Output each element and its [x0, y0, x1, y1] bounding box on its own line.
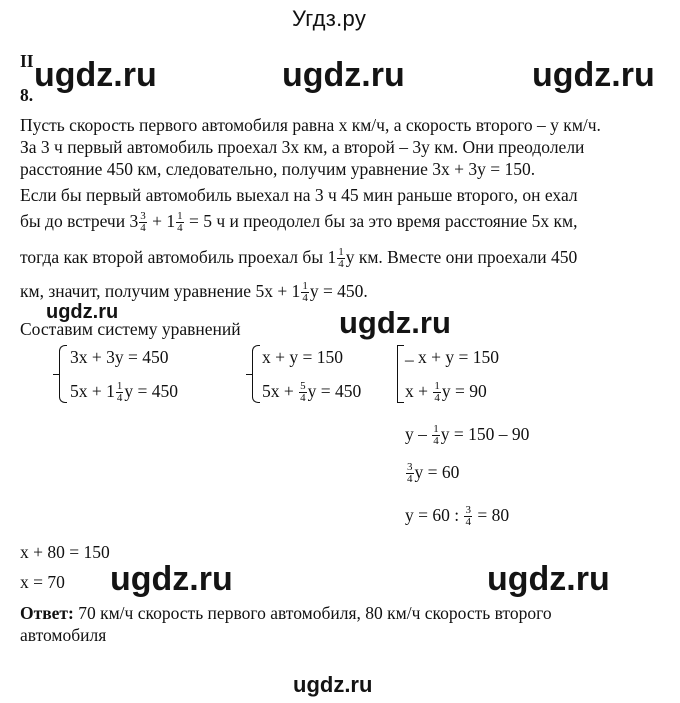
watermark: ugdz.ru	[110, 560, 233, 598]
variant-label: II	[20, 51, 34, 71]
fraction-one-quarter: $\frac{1}{4}$	[177, 210, 183, 235]
system-bracket	[397, 345, 404, 403]
paragraph2-line4: км, значит, получим уравнение 5x + 1 $\frac{1}{4}$ y = 450.	[20, 280, 368, 305]
fraction-one-quarter: $\frac{1}{4}$	[116, 380, 123, 405]
watermark: ugdz.ru	[532, 56, 655, 94]
system2-eq1: x + y = 150	[262, 347, 343, 367]
step2: $\frac{3}{4}$ y = 60	[407, 461, 460, 486]
answer-label: Ответ:	[20, 603, 74, 623]
paragraph2-line2: бы до встречи 3 $\frac{3}{4}$ + 1 $\frac{1}{4}$ = 5 ч и преодолел бы за это время расстояние 5x км,	[20, 210, 578, 235]
system2-eq2: 5x + $\frac{5}{4}$ y = 450	[262, 380, 362, 405]
fraction-three-quarters: $\frac{3}{4}$	[140, 210, 146, 235]
system1-eq1: 3x + 3y = 450	[70, 347, 169, 367]
system1-eq2: 5x + 1 $\frac{1}{4}$ y = 450	[70, 380, 178, 405]
system3-eq2: x + $\frac{1}{4}$ y = 90	[405, 380, 487, 405]
watermark: ugdz.ru	[282, 56, 405, 94]
minus-sign: _	[405, 343, 414, 363]
step3: y = 60 : $\frac{3}{4}$ = 80	[405, 504, 510, 529]
solution-line1: x + 80 = 150	[20, 542, 110, 562]
paragraph1-line3: расстояние 450 км, следовательно, получим уравнение 3x + 3y = 150.	[20, 159, 536, 179]
watermark: ugdz.ru	[46, 301, 119, 323]
watermark: ugdz.ru	[339, 305, 451, 340]
fraction-three-quarters: $\frac{3}{4}$	[407, 461, 413, 486]
footer-watermark: ugdz.ru	[293, 672, 373, 697]
fraction-five-quarters: $\frac{5}{4}$	[300, 380, 306, 405]
paragraph1-line2: За 3 ч первый автомобиль проехал 3x км, а второй – 3y км. Они преодолели	[20, 137, 585, 157]
watermark: ugdz.ru	[487, 560, 610, 598]
paragraph2-line3: тогда как второй автомобиль проехал бы 1 $\frac{1}{4}$ y км. Вместе они проехали 450	[20, 246, 578, 271]
paragraph2-line1: Если бы первый автомобиль выехал на 3 ч 45 мин раньше второго, он ехал	[20, 185, 578, 205]
task-number: 8.	[20, 85, 34, 105]
fraction-one-quarter: $\frac{1}{4}$	[338, 246, 344, 271]
paragraph1-line1: Пусть скорость первого автомобиля равна x км/ч, а скорость второго – y км/ч.	[20, 115, 601, 135]
fraction-three-quarters: $\frac{3}{4}$	[465, 504, 471, 529]
system3-eq1: x + y = 150	[418, 347, 499, 367]
fraction-one-quarter: $\frac{1}{4}$	[433, 423, 439, 448]
step1: y – $\frac{1}{4}$ y = 150 – 90	[405, 423, 530, 448]
fraction-one-quarter: $\frac{1}{4}$	[434, 380, 440, 405]
site-title: Угдз.ру	[292, 6, 367, 31]
system-intro: Составим систему уравнений	[20, 319, 241, 339]
fraction-one-quarter: $\frac{1}{4}$	[302, 280, 308, 305]
answer-line1: Ответ: 70 км/ч скорость первого автомобиля, 80 км/ч скорость второго	[20, 603, 552, 623]
system-brace	[59, 345, 67, 403]
solution-line2: x = 70	[20, 572, 65, 592]
watermark: ugdz.ru	[34, 56, 157, 94]
system-brace	[252, 345, 260, 403]
answer-line2: автомобиля	[20, 625, 107, 645]
